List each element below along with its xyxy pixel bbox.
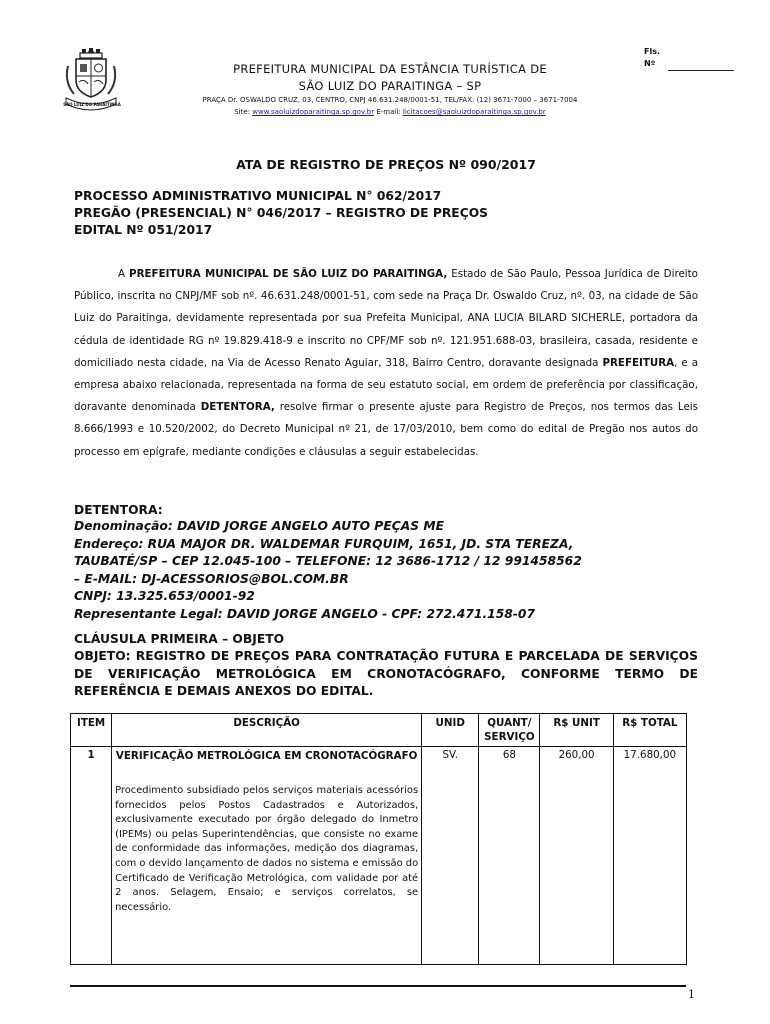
col-header-quant: QUANT/ SERVIÇO <box>479 714 540 747</box>
detentora-representative: Representante Legal: DAVID JORGE ANGELO - CPF: 272.471.158-07 <box>74 606 536 621</box>
header-title-line1: PREFEITURA MUNICIPAL DA ESTÂNCIA TURÍSTICA DE <box>233 62 547 76</box>
cell-total-price: 17.680,00 <box>613 747 686 965</box>
no-label: Nº <box>644 59 656 68</box>
detentora-details <box>74 518 714 623</box>
header-address: PRAÇA Dr. OSWALDO CRUZ, 03, CENTRO, CNPJ 46.631.248/0001-51, TEL/FAX: (12) 3671-7000 – 3671-7004 <box>202 96 578 104</box>
table-row <box>71 747 687 965</box>
document-title: ATA DE REGISTRO DE PREÇOS Nº 090/2017 <box>236 157 536 172</box>
site-link[interactable]: www.saoluizdoparaitinga.sp.gov.br <box>252 108 375 116</box>
detentora-address: Endereço: RUA MAJOR DR. WALDEMAR FURQUIM, 1651, JD. STA TEREZA, <box>74 536 574 551</box>
detentora-city-phone: TAUBATÉ/SP – CEP 12.045-100 – TELEFONE: 12 3686-1712 / 12 991458562 <box>74 554 582 568</box>
pregao-number: PREGÃO (PRESENCIAL) N° 046/2017 – REGISTRO DE PREÇOS <box>74 206 489 220</box>
cell-descricao <box>112 747 422 965</box>
fls-label: Fls. <box>644 47 661 56</box>
cell-unit-price: 260,00 <box>540 747 613 965</box>
cell-unid: SV. <box>422 747 479 965</box>
edital-number: EDITAL Nº 051/2017 <box>74 223 213 237</box>
item-description: Procedimento subsidiado pelos serviços materiais acessórios fornecidos pelos Postos Cadastrados e Autorizados, exclusivamente executado por órgão delegado do Inmetro (IPEMs) ou pelas Superintendências, que consiste no exame de conformidade das informações, medição dos diagramas, com o devido lançamento de dados no sistema e emissão do Certificado de Verificação Metrológica, com validade por até 2 anos. Selagem, Ensaio; e serviços correlatos, se necessário. <box>115 785 419 913</box>
process-number: PROCESSO ADMINISTRATIVO MUNICIPAL N° 062/2017 <box>74 189 442 203</box>
items-table <box>70 713 687 965</box>
col-header-unit: R$ UNIT <box>540 714 613 747</box>
site-label: Site: <box>234 108 251 116</box>
footer-rule <box>70 985 686 987</box>
page-stamp-line <box>668 70 734 71</box>
email-label: E-mail: <box>376 108 401 116</box>
email-link[interactable]: licitacoes@saoluizdoparaitinga.sp.gov.br <box>402 108 546 116</box>
intro-bold-prefeitura: PREFEITURA <box>602 356 675 369</box>
intro-bold-detentora: DETENTORA, <box>200 401 275 414</box>
header-title-line2: SÃO LUIZ DO PARAITINGA – SP <box>298 79 482 93</box>
detentora-heading: DETENTORA: <box>74 503 163 517</box>
col-header-unid: UNID <box>422 714 479 747</box>
item-title: VERIFICAÇÃO METROLÓGICA EM CRONOTACÓGRAFO <box>115 750 418 762</box>
detentora-email: – E-MAIL: DJ-ACESSORIOS@BOL.COM.BR <box>74 571 349 586</box>
intro-paragraph: A PREFEITURA MUNICIPAL DE SÃO LUIZ DO PARAITINGA, Estado de São Paulo, Pessoa Jurídica de Direito Público, inscrita no CNPJ/MF sob nº. 46.631.248/0001-51, com sede na Praça Dr. Oswaldo Cruz, nº. 03, na cidade de São Luiz do Paraitinga, devidamente representada por sua Prefeita Municipal, ANA LUCIA BILARD SICHERLE, portadora da cédula de identidade RG nº 19.829.418-9 e inscrito no CPF/MF sob nº. 121.951.688-03, brasileira, casada, residente e domiciliado nesta cidade, na Via de Acesso Renato Aguiar, 318, Bairro Centro, doravante designada PREFEITURA, e a empresa abaixo relacionada, representada na forma de seu estatuto social, em ordem de preferência por classificação, doravante denominada DETENTORA, resolve firmar o presente ajuste para Registro de Preços, nos termos das Leis 8.666/1993 e 10.520/2002, do Decreto Municipal nº 21, de 17/03/2010, bem como do edital de Pregão nos autos do processo em epígrafe, mediante condições e cláusulas a seguir estabelecidas. <box>74 268 699 458</box>
cell-quant: 68 <box>479 747 540 965</box>
detentora-cnpj: CNPJ: 13.325.653/0001-92 <box>74 589 255 603</box>
col-header-total: R$ TOTAL <box>613 714 686 747</box>
col-header-item: ITEM <box>71 714 112 747</box>
col-header-descricao: DESCRIÇÃO <box>112 714 422 747</box>
intro-bold-prefeitura-full: PREFEITURA MUNICIPAL DE SÃO LUIZ DO PARAITINGA, <box>129 268 448 280</box>
table-header-row <box>71 714 687 747</box>
clause-object: OBJETO: REGISTRO DE PREÇOS PARA CONTRATAÇÃO FUTURA E PARCELADA DE SERVIÇOS DE VERIFICAÇÃO METROLÓGICA EM CRONOTACÓGRAFO, CONFORME TERMO DE REFERÊNCIA E DEMAIS ANEXOS DO EDITAL. <box>74 649 698 698</box>
detentora-name: Denominação: DAVID JORGE ANGELO AUTO PEÇAS ME <box>74 519 445 533</box>
header-contact <box>130 108 650 116</box>
crest-banner-text: SÃO LUIZ DO PARAITINGA <box>63 102 121 107</box>
clause-heading: CLÁUSULA PRIMEIRA – OBJETO <box>74 632 285 646</box>
page-number: 1 <box>688 988 695 1001</box>
cell-item: 1 <box>71 747 112 965</box>
